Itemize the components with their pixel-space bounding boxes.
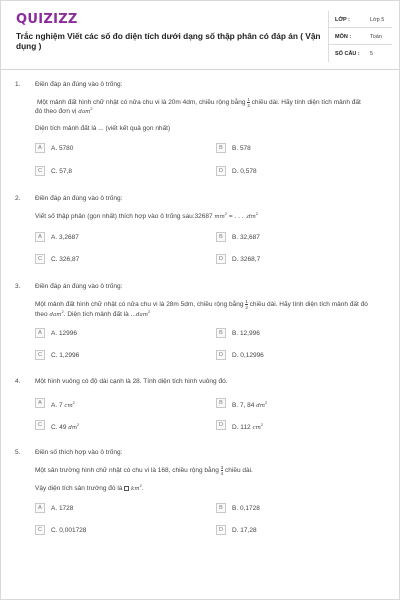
question-text: Một hình vuông có độ dài cạnh là 28. Tính diện tích hình vuông đó. [35, 378, 228, 385]
option-c-box[interactable]: C [35, 254, 45, 264]
question-instruction: Điền đáp án đúng vào ô trống: [35, 81, 123, 88]
question-instruction: Điền đáp án đúng vào ô trống: [35, 195, 123, 202]
unit-label: dam [135, 312, 148, 319]
question-text-line2 [35, 106, 93, 115]
question-text-part: chiều dài. [225, 467, 253, 475]
unit-label: km [131, 486, 140, 493]
superscript: 2 [260, 422, 264, 427]
option-b-text[interactable]: B. 12,996 [232, 330, 260, 337]
question-text-part: chiều dài. Hãy tính diện tích mảnh đất [251, 99, 361, 107]
option-d-text[interactable]: D. 0,578 [232, 168, 257, 175]
option-a-text[interactable]: A. 1728 [51, 505, 74, 512]
option-b-box[interactable]: B [216, 328, 226, 338]
option-a-box[interactable]: A [35, 328, 45, 338]
worksheet-title: Trắc nghiệm Viết các số đo diện tích dưới dạng số thập phân có đáp án ( Vận dụng ) [16, 31, 321, 51]
superscript: 2 [224, 211, 228, 216]
question-text-part: Một mảnh đất hình chữ nhật có nửa chu vi là 20m 4dm, chiều rộng bằng [37, 99, 246, 107]
option-b-text[interactable]: B. 32,687 [232, 234, 260, 241]
question-text-line2 [35, 483, 144, 492]
question-text-line2 [35, 309, 150, 318]
question-instruction: Điền đáp án đúng vào ô trống: [35, 283, 123, 290]
superscript: 2 [255, 211, 259, 216]
option-value: D. 112 [232, 424, 251, 432]
fraction-numerator: 1 [245, 299, 248, 304]
question-number: 1. [15, 81, 21, 88]
unit-label: cm [64, 403, 73, 410]
unit-label: mm [214, 214, 225, 221]
fraction [221, 465, 224, 476]
question-text-part: Vậy diện tích sân trường đó là [35, 485, 123, 493]
option-d-text[interactable]: D. 3268,7 [232, 256, 261, 263]
option-d-box[interactable]: D [216, 166, 226, 176]
fraction [247, 97, 250, 108]
option-d-text[interactable]: D. 17,28 [232, 527, 257, 534]
meta-value: Lớp 5 [370, 17, 385, 23]
question-text-part: đó theo đơn vị [35, 108, 77, 116]
option-value: C. 49 [51, 424, 67, 432]
superscript: 2 [77, 422, 80, 427]
fraction-denominator: 2 [245, 305, 248, 310]
meta-value: Toán [370, 34, 382, 40]
question-number: 2. [15, 195, 21, 202]
fraction-denominator: 2 [247, 103, 250, 108]
unit-label: cm [252, 425, 261, 432]
option-d-text[interactable] [232, 422, 263, 431]
meta-row-subject [329, 28, 392, 45]
option-b-text[interactable]: B. 578 [232, 145, 251, 152]
option-c-text[interactable]: C. 57,8 [51, 168, 72, 175]
unit-label: dam [78, 109, 91, 116]
answer-blank-box[interactable] [124, 486, 129, 491]
fraction-numerator: 3 [220, 465, 224, 470]
header-divider [1, 69, 400, 70]
option-d-box[interactable]: D [216, 254, 226, 264]
option-d-box[interactable]: D [216, 525, 226, 535]
option-b-box[interactable]: B [216, 503, 226, 513]
question-text-part: Một mảnh đất hình chữ nhật có nửa chu vi là 28m 5dm, chiều rộng bằng [35, 301, 244, 309]
option-d-text[interactable]: D. 0,12996 [232, 352, 264, 359]
fraction [245, 299, 248, 310]
meta-table [328, 11, 392, 62]
superscript: 2 [264, 400, 268, 405]
option-value: A. 7 [51, 402, 63, 410]
option-b-box[interactable]: B [216, 232, 226, 242]
option-a-box[interactable]: A [35, 232, 45, 242]
question-text-part: . Diện tích mảnh đất là ... [63, 311, 136, 319]
option-b-box[interactable]: B [216, 398, 226, 408]
unit-label: dam [49, 312, 62, 319]
option-value: B. 7, 84 [232, 402, 255, 410]
option-a-text[interactable]: A. 5780 [51, 145, 74, 152]
option-a-box[interactable]: A [35, 398, 45, 408]
option-a-text[interactable]: A. 3,2687 [51, 234, 79, 241]
question-number: 5. [15, 449, 21, 456]
meta-row-count [329, 45, 392, 62]
question-text-part: = . . . . [228, 213, 248, 221]
option-a-text[interactable]: A. 12996 [51, 330, 78, 337]
option-c-box[interactable]: C [35, 525, 45, 535]
question-text-part: theo [35, 311, 48, 319]
option-b-box[interactable]: B [216, 143, 226, 153]
worksheet-header [1, 1, 400, 69]
option-d-box[interactable]: D [216, 420, 226, 430]
fraction-numerator: 1 [247, 97, 250, 102]
option-c-box[interactable]: C [35, 350, 45, 360]
unit-label: dm [247, 214, 256, 221]
meta-key: LỚP : [335, 17, 350, 23]
superscript: 2 [72, 400, 75, 405]
meta-value: 5 [370, 51, 374, 57]
question-text-part: Viết số thập phân (gọn nhất) thích hợp vào ô trống sau:32687 [35, 213, 213, 221]
meta-key: SỐ CÂU : [335, 51, 360, 57]
superscript: 2 [61, 309, 64, 314]
quizizz-logo: QUIZIZZ [16, 12, 78, 27]
question-text-line3: Diện tích mảnh đất là ... (viết kết quả gọn nhất) [35, 125, 171, 132]
meta-key: MÔN : [335, 34, 352, 40]
option-b-text[interactable]: B. 0,1728 [232, 505, 260, 512]
option-a-box[interactable]: A [35, 503, 45, 513]
question-text [35, 211, 258, 220]
option-a-box[interactable]: A [35, 143, 45, 153]
question-text-part: chiều dài. Hãy tính diện tích mảnh đất đó [249, 301, 368, 309]
option-b-text[interactable] [232, 400, 267, 409]
option-c-text[interactable]: C. 326,87 [51, 256, 80, 263]
option-c-text[interactable] [51, 422, 79, 431]
superscript: 2 [139, 483, 142, 488]
question-text-part: Một sân trường hình chữ nhật có chu vi là 168, chiều rộng bằng [35, 467, 219, 475]
option-a-text[interactable] [51, 400, 75, 409]
option-c-box[interactable]: C [35, 420, 45, 430]
option-d-box[interactable]: D [216, 350, 226, 360]
superscript: 2 [90, 106, 93, 111]
option-c-text[interactable]: C. 0,001728 [51, 527, 87, 534]
unit-label: dm [68, 425, 78, 432]
question-text [35, 465, 253, 476]
option-c-box[interactable]: C [35, 166, 45, 176]
fraction-denominator: 4 [220, 471, 224, 476]
unit-label: dm [256, 403, 265, 410]
option-c-text[interactable]: C. 1,2996 [51, 352, 80, 359]
question-text-part: . [141, 485, 144, 493]
superscript: 2 [148, 309, 151, 314]
question-instruction: Điền số thích hợp vào ô trống: [35, 449, 123, 456]
question-number: 4. [15, 378, 21, 385]
meta-row-class [329, 11, 392, 28]
question-number: 3. [15, 283, 21, 290]
